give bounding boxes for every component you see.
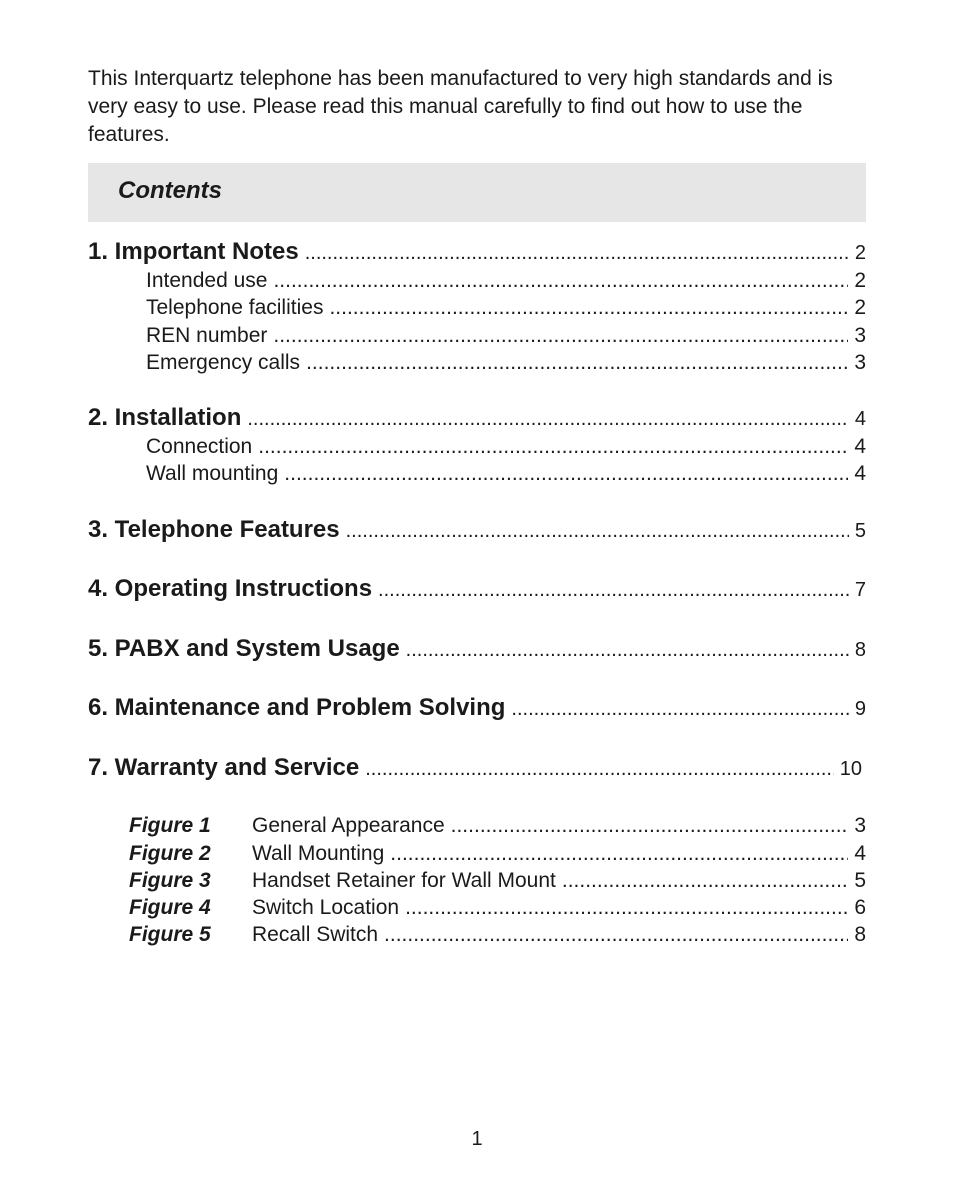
toc-section-maintenance[interactable] xyxy=(88,694,866,723)
dot-leader xyxy=(273,267,848,294)
toc-page-number: 3 xyxy=(854,324,866,347)
toc-subsection-label: Wall mounting xyxy=(146,462,279,485)
figure-number: Figure 5 xyxy=(129,923,211,946)
toc-figure-2[interactable] xyxy=(129,840,866,867)
toc-section-label: 6. Maintenance and Problem Solving xyxy=(88,694,506,721)
toc-page-number: 5 xyxy=(854,869,866,892)
toc-figure-4[interactable] xyxy=(129,894,866,921)
contents-title: Contents xyxy=(118,177,222,204)
figure-number: Figure 1 xyxy=(129,814,211,837)
toc-subsection-wall-mounting[interactable] xyxy=(146,460,866,487)
toc-page-number: 5 xyxy=(854,520,866,542)
intro-paragraph: This Interquartz telephone has been manufactured to very high standards and is very easy to use. Please read this manual carefully to find out how to use the features. xyxy=(88,67,833,146)
toc-page-number: 2 xyxy=(854,269,866,292)
toc-page-number: 3 xyxy=(854,814,866,837)
figure-title: Handset Retainer for Wall Mount xyxy=(252,869,556,892)
toc-subsection-label: REN number xyxy=(146,324,268,347)
toc-page-number: 8 xyxy=(854,923,866,946)
dot-leader xyxy=(247,405,849,433)
dot-leader xyxy=(365,755,834,783)
dot-leader xyxy=(384,921,848,948)
figure-number: Figure 4 xyxy=(129,896,211,919)
toc-figure-5[interactable] xyxy=(129,921,866,948)
toc-section-pabx-system-usage[interactable] xyxy=(88,635,866,664)
toc-subsection-label: Intended use xyxy=(146,269,268,292)
dot-leader xyxy=(346,517,849,545)
toc-figure-1[interactable] xyxy=(129,812,866,839)
toc-section-operating-instructions[interactable] xyxy=(88,575,866,604)
toc-page-number: 4 xyxy=(854,842,866,865)
figure-title: General Appearance xyxy=(252,814,445,837)
toc-page-number: 3 xyxy=(854,351,866,374)
dot-leader xyxy=(305,239,849,267)
toc-section-label: 5. PABX and System Usage xyxy=(88,635,400,662)
figure-title: Recall Switch xyxy=(252,923,379,946)
toc-section-label: 1. Important Notes xyxy=(88,238,299,265)
toc-section-label: 2. Installation xyxy=(88,404,242,431)
toc-section-label: 4. Operating Instructions xyxy=(88,575,373,602)
figure-title: Wall Mounting xyxy=(252,842,385,865)
toc-subsection-emergency-calls[interactable] xyxy=(146,349,866,376)
toc-page-number: 7 xyxy=(854,579,866,601)
toc-section-label: 7. Warranty and Service xyxy=(88,754,360,781)
dot-leader xyxy=(406,636,849,664)
toc-subsection-telephone-facilities[interactable] xyxy=(146,294,866,321)
dot-leader xyxy=(306,349,848,376)
toc-subsection-ren-number[interactable] xyxy=(146,322,866,349)
toc-section-telephone-features[interactable] xyxy=(88,516,866,545)
dot-leader xyxy=(562,867,848,894)
toc-subsection-label: Connection xyxy=(146,435,253,458)
toc-page-number: 10 xyxy=(839,758,862,780)
dot-leader xyxy=(273,322,848,349)
toc-section-installation[interactable] xyxy=(88,404,866,433)
toc-subsection-intended-use[interactable] xyxy=(146,267,866,294)
figure-title: Switch Location xyxy=(252,896,400,919)
dot-leader xyxy=(258,433,848,460)
dot-leader xyxy=(511,695,848,723)
toc-subsection-label: Telephone facilities xyxy=(146,296,324,319)
dot-leader xyxy=(329,294,848,321)
toc-page-number: 2 xyxy=(854,242,866,264)
toc-section-label: 3. Telephone Features xyxy=(88,516,340,543)
toc-page-number: 2 xyxy=(854,296,866,319)
figure-number: Figure 2 xyxy=(129,842,211,865)
toc-page-number: 4 xyxy=(854,462,866,485)
toc-section-warranty-service[interactable] xyxy=(88,754,862,783)
toc-figure-3[interactable] xyxy=(129,867,866,894)
toc-subsection-label: Emergency calls xyxy=(146,351,301,374)
toc-section-important-notes[interactable] xyxy=(88,238,866,267)
toc-subsection-connection[interactable] xyxy=(146,433,866,460)
toc-page-number: 8 xyxy=(854,639,866,661)
toc-page-number: 9 xyxy=(854,698,866,720)
toc-page-number: 6 xyxy=(854,896,866,919)
dot-leader xyxy=(390,840,848,867)
dot-leader xyxy=(451,812,849,839)
dot-leader xyxy=(284,460,848,487)
dot-leader xyxy=(378,576,849,604)
toc-page-number: 4 xyxy=(854,408,866,430)
figure-number: Figure 3 xyxy=(129,869,211,892)
dot-leader xyxy=(405,894,848,921)
page-number: 1 xyxy=(471,1128,483,1150)
toc-page-number: 4 xyxy=(854,435,866,458)
